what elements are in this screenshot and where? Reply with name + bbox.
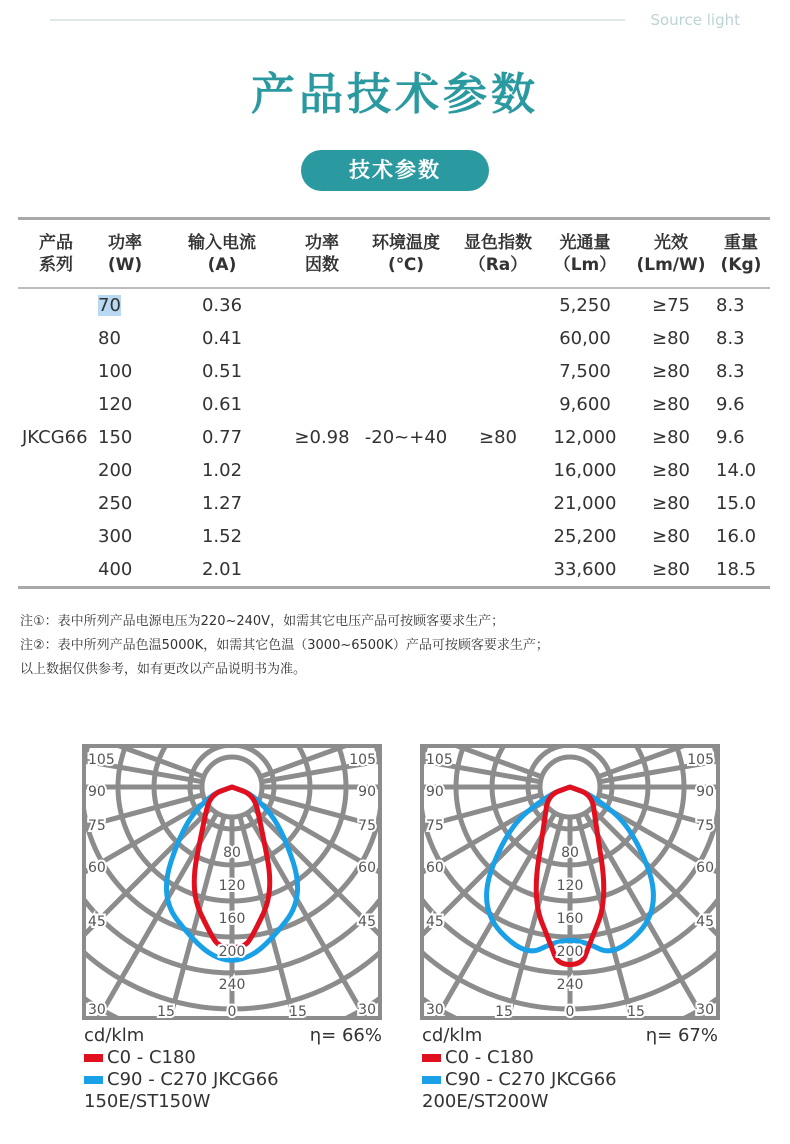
radial-scale-label: 160	[218, 911, 246, 927]
ambient-temp-cell	[356, 355, 456, 388]
efficiency-label: η= 67%	[645, 1025, 718, 1046]
table-row	[18, 355, 770, 388]
efficacy-cell: ≥80	[652, 328, 690, 349]
ambient-temp-cell	[356, 288, 456, 322]
cri-cell	[456, 322, 540, 355]
notes	[20, 610, 549, 682]
column-header-line: 系列	[39, 254, 73, 275]
power-cell: 200	[98, 460, 133, 481]
angle-label-right: 105	[349, 752, 376, 768]
current-cell: 1.27	[201, 493, 243, 514]
power-factor-cell	[288, 355, 356, 388]
table-body	[18, 288, 770, 588]
series-cell: JKCG66	[22, 427, 88, 448]
polar-diagram-200w	[420, 744, 720, 1024]
angle-label-left: 90	[426, 784, 444, 800]
power-factor-cell	[288, 288, 356, 322]
flux-cell: 25,200	[553, 526, 617, 547]
power-cell: 300	[98, 526, 133, 547]
series-cell	[18, 553, 94, 588]
current-cell: 0.36	[201, 295, 243, 316]
c0-swatch	[422, 1054, 441, 1062]
polar-diagram-150w	[82, 744, 382, 1024]
column-header	[94, 219, 156, 289]
flux-cell: 60,00	[559, 328, 611, 349]
weight-cell: 14.0	[716, 460, 757, 481]
ambient-temp-cell	[356, 487, 456, 520]
table-row	[18, 388, 770, 421]
spec-table-container	[18, 217, 770, 589]
column-header	[540, 219, 630, 289]
radial-scale-label: 80	[561, 845, 579, 861]
angle-label-left: 75	[426, 818, 444, 834]
radial-scale-label: 80	[223, 845, 241, 861]
radial-scale-label: 240	[218, 977, 246, 993]
table-row	[18, 520, 770, 553]
legend-c90-label: C90 - C270 JKCG66 200E/ST200W	[422, 1069, 617, 1112]
series-cell	[18, 355, 94, 388]
angle-label-bottom: 15	[289, 1004, 307, 1020]
angle-label-left: 105	[88, 752, 115, 768]
angle-label-left: 75	[88, 818, 106, 834]
legend-200w	[422, 1025, 718, 1112]
source-light-label: Source light	[650, 11, 740, 29]
angle-label-left: 30	[426, 1002, 444, 1018]
section-pill: 技术参数	[301, 150, 489, 191]
column-header	[356, 219, 456, 289]
column-header	[18, 219, 94, 289]
ambient-temp-cell	[356, 388, 456, 421]
legend-150w	[84, 1025, 382, 1112]
cri-cell: ≥80	[479, 427, 517, 448]
power-factor-cell	[288, 553, 356, 588]
angle-label-right: 90	[696, 784, 714, 800]
flux-cell: 5,250	[559, 295, 611, 316]
legend-c90-label: C90 - C270 JKCG66 150E/ST150W	[84, 1069, 279, 1112]
angle-label-bottom: 0	[565, 1004, 575, 1020]
ambient-temp-cell: -20~+40	[364, 427, 448, 448]
column-header-line: (A)	[207, 254, 237, 275]
angle-label-left: 60	[426, 860, 444, 876]
weight-cell: 9.6	[716, 394, 745, 415]
table-header-row	[18, 219, 770, 289]
note-1: 注①：表中所列产品电源电压为220~240V，如需其它电压产品可按顾客要求生产；	[20, 614, 505, 629]
table-row	[18, 288, 770, 322]
radial-scale-label: 200	[556, 944, 584, 960]
page-title: 产品技术参数	[251, 69, 539, 120]
angle-label-left: 45	[88, 914, 106, 930]
weight-cell: 9.6	[716, 427, 745, 448]
c0-swatch	[84, 1054, 103, 1062]
column-header-line: (W)	[107, 254, 143, 275]
column-header-line: 输入电流	[188, 232, 256, 253]
efficacy-cell: ≥80	[652, 427, 690, 448]
column-header	[712, 219, 770, 289]
column-header-line: 因数	[305, 254, 339, 275]
ambient-temp-cell	[356, 553, 456, 588]
unit-label: cd/klm	[84, 1025, 145, 1046]
angle-label-right: 75	[696, 818, 714, 834]
angle-label-bottom: 15	[495, 1004, 513, 1020]
angle-label-right: 60	[696, 860, 714, 876]
series-cell	[18, 288, 94, 322]
power-factor-cell	[288, 520, 356, 553]
column-header-line: 光通量	[559, 232, 611, 253]
power-cell: 100	[98, 361, 133, 382]
angle-label-right: 45	[358, 914, 376, 930]
column-header-line: 产品	[39, 232, 73, 253]
table-row	[18, 454, 770, 487]
column-header-line: 重量	[724, 232, 758, 253]
polar-grid-svg	[82, 744, 382, 1020]
unit-label: cd/klm	[422, 1025, 483, 1046]
power-cell	[94, 288, 156, 322]
flux-cell: 21,000	[553, 493, 617, 514]
column-header-line: 功率	[108, 232, 142, 253]
c90-swatch	[84, 1076, 103, 1084]
current-cell: 0.51	[201, 361, 243, 382]
highlighted-value: 70	[98, 295, 121, 316]
cri-cell	[456, 520, 540, 553]
top-divider-line	[50, 19, 625, 21]
cri-cell	[456, 388, 540, 421]
weight-cell: 16.0	[716, 526, 757, 547]
weight-cell: 8.3	[716, 328, 745, 349]
weight-cell: 8.3	[716, 295, 745, 316]
cri-cell	[456, 553, 540, 588]
column-header	[630, 219, 712, 289]
power-factor-cell	[288, 388, 356, 421]
radial-scale-label: 240	[556, 977, 584, 993]
column-header-line: (℃)	[387, 254, 425, 275]
angle-label-right: 30	[358, 1002, 376, 1018]
column-header-line: （Ra）	[468, 254, 528, 275]
table-row	[18, 421, 770, 454]
angle-label-right: 75	[358, 818, 376, 834]
radial-scale-label: 120	[218, 878, 246, 894]
power-cell: 150	[98, 427, 133, 448]
column-header	[456, 219, 540, 289]
power-factor-cell	[288, 454, 356, 487]
series-cell	[18, 454, 94, 487]
angle-label-left: 30	[88, 1002, 106, 1018]
table-row	[18, 322, 770, 355]
angle-label-bottom: 15	[157, 1004, 175, 1020]
current-cell: 1.52	[201, 526, 243, 547]
angle-label-right: 30	[696, 1002, 714, 1018]
current-cell: 0.61	[201, 394, 243, 415]
angle-label-left: 60	[88, 860, 106, 876]
series-cell	[18, 520, 94, 553]
column-header-line: 功率	[305, 232, 339, 253]
polar-grid-svg	[420, 744, 720, 1020]
series-cell	[18, 322, 94, 355]
current-cell: 0.77	[201, 427, 243, 448]
cri-cell	[456, 487, 540, 520]
efficacy-cell: ≥80	[652, 493, 690, 514]
weight-cell: 18.5	[716, 559, 757, 580]
note-3: 以上数据仅供参考，如有更改以产品说明书为准。	[20, 662, 307, 677]
flux-cell: 33,600	[553, 559, 617, 580]
table-row	[18, 553, 770, 588]
series-cell	[18, 388, 94, 421]
current-cell: 0.41	[201, 328, 243, 349]
flux-cell: 16,000	[553, 460, 617, 481]
column-header-line: 显色指数	[464, 232, 532, 253]
cri-cell	[456, 288, 540, 322]
efficacy-cell: ≥80	[652, 460, 690, 481]
weight-cell: 8.3	[716, 361, 745, 382]
power-factor-cell	[288, 322, 356, 355]
angle-label-bottom: 15	[627, 1004, 645, 1020]
power-factor-cell: ≥0.98	[294, 427, 350, 448]
column-header-line: (Kg)	[720, 254, 762, 275]
angle-label-left: 45	[426, 914, 444, 930]
current-cell: 1.02	[201, 460, 243, 481]
efficacy-cell: ≥75	[652, 295, 690, 316]
weight-cell: 15.0	[716, 493, 757, 514]
angle-label-right: 105	[687, 752, 714, 768]
power-factor-cell	[288, 487, 356, 520]
ambient-temp-cell	[356, 454, 456, 487]
flux-cell: 7,500	[559, 361, 611, 382]
angle-label-right: 90	[358, 784, 376, 800]
current-cell: 2.01	[201, 559, 243, 580]
column-header-line: （Lm）	[553, 254, 617, 275]
angle-label-bottom: 0	[227, 1004, 237, 1020]
legend-c0-label: C0 - C180	[107, 1047, 196, 1068]
c90-swatch	[422, 1076, 441, 1084]
spec-table	[18, 217, 770, 589]
flux-cell: 12,000	[553, 427, 617, 448]
ambient-temp-cell	[356, 520, 456, 553]
efficacy-cell: ≥80	[652, 361, 690, 382]
table-row	[18, 487, 770, 520]
power-cell: 80	[98, 328, 121, 349]
cri-cell	[456, 454, 540, 487]
angle-label-left: 90	[88, 784, 106, 800]
angle-label-right: 45	[696, 914, 714, 930]
radial-scale-label: 120	[556, 878, 584, 894]
radial-scale-label: 160	[556, 911, 584, 927]
column-header-line: 环境温度	[372, 232, 440, 253]
column-header	[156, 219, 288, 289]
column-header-line: (Lm/W)	[636, 254, 706, 275]
note-2: 注②：表中所列产品色温5000K，如需其它色温（3000~6500K）产品可按顾客要求生产；	[20, 638, 549, 653]
legend-c0-label: C0 - C180	[445, 1047, 534, 1068]
flux-cell: 9,600	[559, 394, 611, 415]
power-cell: 250	[98, 493, 133, 514]
efficiency-label: η= 66%	[309, 1025, 382, 1046]
efficacy-cell: ≥80	[652, 394, 690, 415]
series-cell	[18, 487, 94, 520]
ambient-temp-cell	[356, 322, 456, 355]
cri-cell	[456, 355, 540, 388]
efficacy-cell: ≥80	[652, 559, 690, 580]
column-header	[288, 219, 356, 289]
power-cell: 120	[98, 394, 133, 415]
radial-scale-label: 200	[218, 944, 246, 960]
angle-label-left: 105	[426, 752, 453, 768]
efficacy-cell: ≥80	[652, 526, 690, 547]
angle-label-right: 60	[358, 860, 376, 876]
column-header-line: 光效	[654, 232, 688, 253]
power-cell: 400	[98, 559, 133, 580]
